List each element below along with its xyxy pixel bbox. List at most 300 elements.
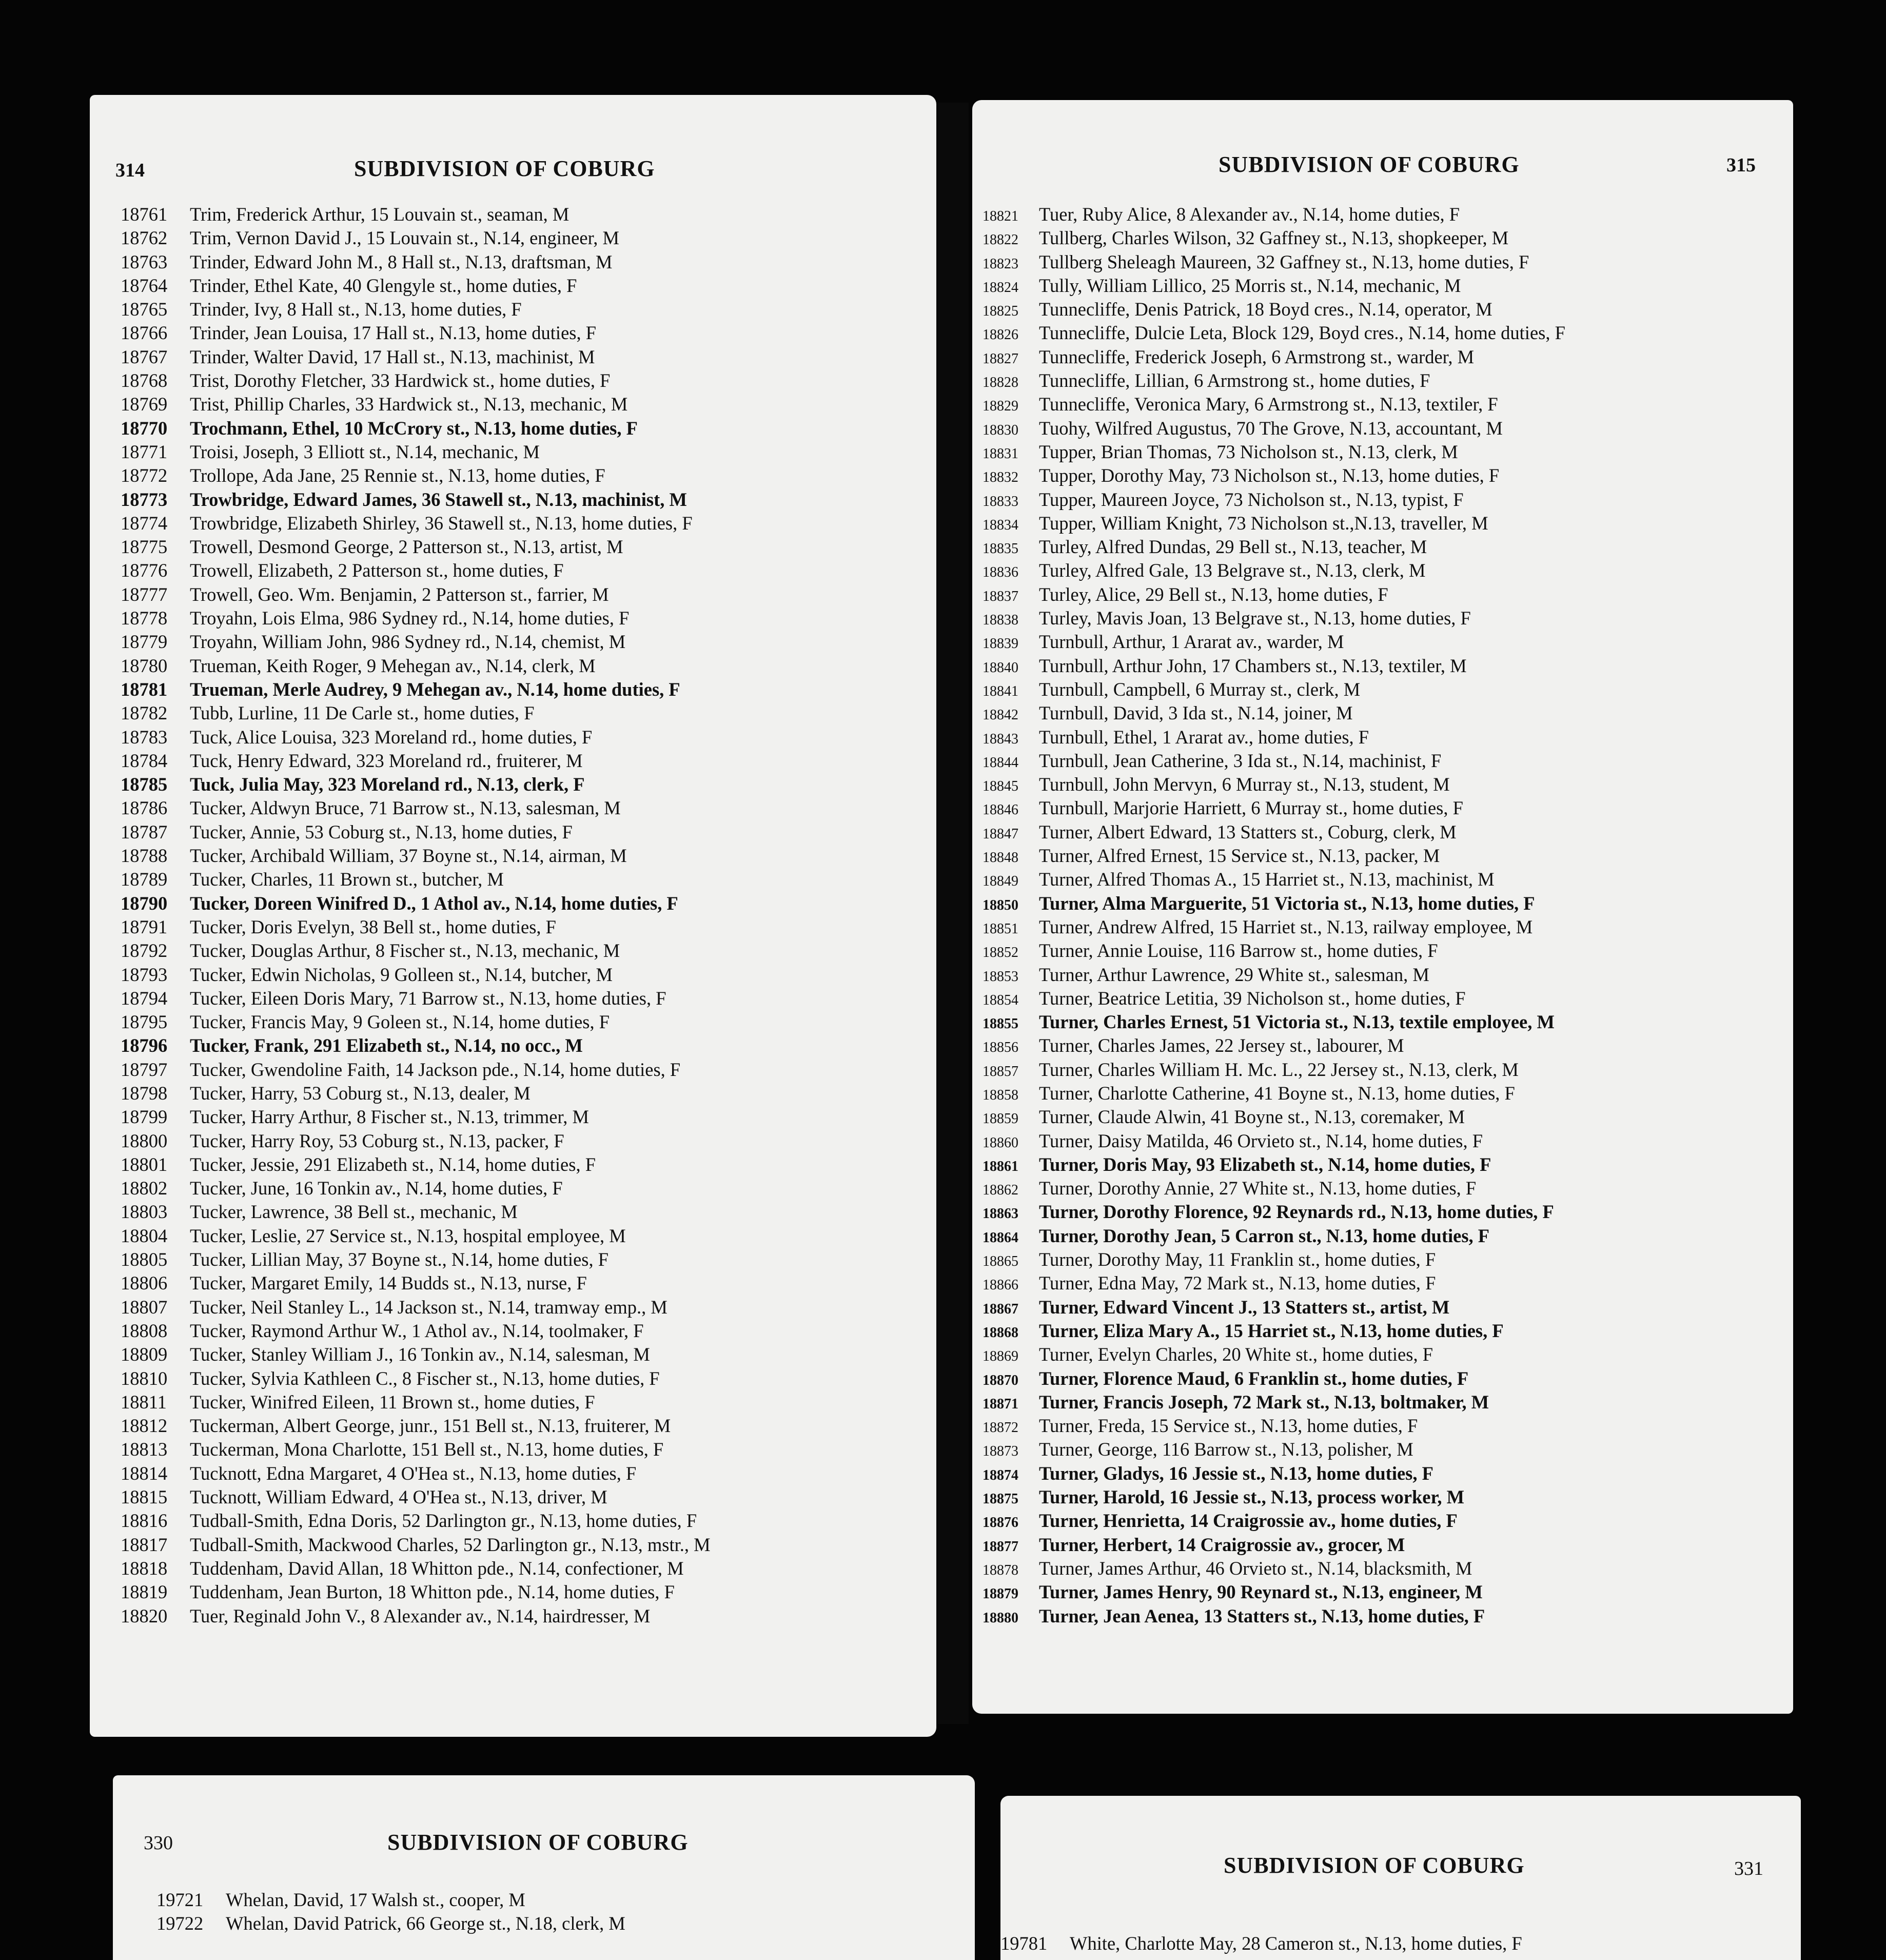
entry-number: 18816 xyxy=(121,1510,168,1532)
directory-entry xyxy=(121,1438,711,1461)
entry-number: 18850 xyxy=(983,897,1018,913)
directory-entry xyxy=(121,393,711,416)
entry-number: 18784 xyxy=(121,750,168,771)
directory-entry xyxy=(121,1580,711,1604)
page-number: 331 xyxy=(1734,1858,1763,1879)
entry-number: 18848 xyxy=(983,850,1018,866)
entry-text: Turley, Alfred Gale, 13 Belgrave st., N.13, clerk, M xyxy=(1039,560,1426,581)
directory-entry xyxy=(121,678,711,701)
page-number: 330 xyxy=(144,1832,173,1854)
entry-text: Tucker, Lawrence, 38 Bell st., mechanic, M xyxy=(190,1201,518,1223)
directory-entry xyxy=(1000,1932,1522,1955)
directory-entry xyxy=(983,796,1565,820)
directory-entry xyxy=(983,1153,1565,1177)
entry-number: 18840 xyxy=(983,659,1018,676)
entry-text: Tullberg, Charles Wilson, 32 Gaffney st., N.13, shopkeeper, M xyxy=(1039,227,1509,249)
entry-number: 18805 xyxy=(121,1249,168,1270)
directory-entry xyxy=(121,1058,711,1082)
entry-text: Tuddenham, David Allan, 18 Whitton pde., N.14, confectioner, M xyxy=(190,1557,684,1579)
entry-text: Tucker, Doris Evelyn, 38 Bell st., home duties, F xyxy=(190,916,556,937)
entry-text: Turner, Doris May, 93 Elizabeth st., N.14, home duties, F xyxy=(1039,1153,1491,1175)
directory-entry xyxy=(121,369,711,393)
entry-number: 18828 xyxy=(983,375,1018,391)
entry-text: Turner, Albert Edward, 13 Statters st., Coburg, clerk, M xyxy=(1039,821,1457,842)
entry-number: 18787 xyxy=(121,821,168,842)
directory-entry xyxy=(121,630,711,654)
entry-text: Trinder, Edward John M., 8 Hall st., N.13, draftsman, M xyxy=(190,251,613,272)
entry-text: Turner, Edward Vincent J., 13 Statters st., artist, M xyxy=(1039,1296,1450,1318)
directory-entry xyxy=(983,1200,1565,1224)
entry-text: Tuckerman, Mona Charlotte, 151 Bell st., N.13, home duties, F xyxy=(190,1439,664,1460)
entry-text: Trim, Frederick Arthur, 15 Louvain st., seaman, M xyxy=(190,204,569,225)
directory-entry xyxy=(121,274,711,298)
entry-text: Turner, Charles Ernest, 51 Victoria st., N.13, textile employee, M xyxy=(1039,1011,1555,1033)
directory-entry xyxy=(983,321,1565,345)
entry-number: 18844 xyxy=(983,754,1018,771)
entry-number: 18880 xyxy=(983,1610,1018,1626)
entry-number: 18772 xyxy=(121,465,168,486)
entry-number: 18776 xyxy=(121,560,168,581)
entry-number: 18778 xyxy=(121,607,168,629)
entry-text: Turner, Francis Joseph, 72 Mark st., N.13, boltmaker, M xyxy=(1039,1391,1489,1413)
directory-entry xyxy=(983,1604,1565,1628)
entry-text: Tuck, Henry Edward, 323 Moreland rd., fruiterer, M xyxy=(190,750,583,771)
directory-entry xyxy=(983,749,1565,773)
entry-number: 18845 xyxy=(983,778,1018,795)
entry-text: Tucker, Gwendoline Faith, 14 Jackson pde., N.14, home duties, F xyxy=(190,1059,681,1080)
directory-entry xyxy=(121,1367,711,1390)
entry-number: 18835 xyxy=(983,541,1018,557)
entry-text: Tucknott, William Edward, 4 O'Hea st., N.13, driver, M xyxy=(190,1486,607,1508)
entry-number: 18863 xyxy=(983,1206,1018,1222)
entry-number: 18833 xyxy=(983,493,1018,509)
entry-text: Tucker, Edwin Nicholas, 9 Golleen st., N.14, butcher, M xyxy=(190,964,613,985)
entry-number: 18861 xyxy=(983,1158,1018,1174)
entry-text: Tuck, Alice Louisa, 323 Moreland rd., home duties, F xyxy=(190,726,593,748)
entry-text: Tucker, Raymond Arthur W., 1 Athol av., N.14, toolmaker, F xyxy=(190,1320,644,1341)
entry-number: 18781 xyxy=(121,678,168,700)
directory-entry xyxy=(121,1200,711,1224)
entry-number: 18872 xyxy=(983,1420,1018,1436)
entry-text: Turner, Annie Louise, 116 Barrow st., home duties, F xyxy=(1039,940,1438,962)
entry-number: 18811 xyxy=(121,1391,167,1413)
entry-text: Trowell, Desmond George, 2 Patterson st., N.13, artist, M xyxy=(190,536,623,558)
entry-text: Trochmann, Ethel, 10 McCrory st., N.13, home duties, F xyxy=(190,417,638,439)
entry-number: 18860 xyxy=(983,1134,1018,1151)
entry-text: Troisi, Joseph, 3 Elliott st., N.14, mechanic, M xyxy=(190,441,540,462)
entry-text: Turner, James Arthur, 46 Orvieto st., N.14, blacksmith, M xyxy=(1039,1557,1472,1579)
entry-number: 18770 xyxy=(121,417,168,439)
entry-text: Turner, Alfred Thomas A., 15 Harriet st., N.13, machinist, M xyxy=(1039,869,1495,890)
entry-text: Trinder, Jean Louisa, 17 Hall st., N.13, home duties, F xyxy=(190,322,597,344)
directory-entry xyxy=(121,820,711,844)
directory-entry xyxy=(121,1271,711,1295)
entry-number: 18824 xyxy=(983,279,1018,296)
entry-number: 18801 xyxy=(121,1153,168,1175)
directory-entry xyxy=(983,1462,1565,1485)
entry-text: Tuckerman, Albert George, junr., 151 Bell st., N.13, fruiterer, M xyxy=(190,1415,671,1437)
directory-entry xyxy=(983,535,1565,559)
directory-entry xyxy=(121,796,711,820)
entry-text: Turner, Florence Maud, 6 Franklin st., home duties, F xyxy=(1039,1367,1469,1389)
entry-number: 18815 xyxy=(121,1486,168,1508)
entry-text: Tucker, June, 16 Tonkin av., N.14, home duties, F xyxy=(190,1178,563,1199)
directory-entry xyxy=(983,226,1565,250)
entry-number: 18798 xyxy=(121,1082,168,1104)
directory-entry xyxy=(121,1129,711,1153)
entry-number: 18782 xyxy=(121,702,168,724)
entry-number: 18796 xyxy=(121,1035,168,1056)
entry-number: 18841 xyxy=(983,683,1018,699)
entry-number: 18773 xyxy=(121,488,168,510)
entry-text: Tucker, Winifred Eileen, 11 Brown st., home duties, F xyxy=(190,1391,595,1413)
entry-text: Turner, Andrew Alfred, 15 Harriet st., N.13, railway employee, M xyxy=(1039,916,1533,937)
entry-number: 18785 xyxy=(121,774,168,795)
entry-text: Turner, Gladys, 16 Jessie st., N.13, home duties, F xyxy=(1039,1462,1433,1484)
entry-number: 18832 xyxy=(983,469,1018,486)
entry-text: Turnbull, Jean Catherine, 3 Ida st., N.14, machinist, F xyxy=(1039,750,1442,771)
entry-list xyxy=(156,1888,625,1936)
entry-text: Turner, Herbert, 14 Craigrossie av., grocer, M xyxy=(1039,1534,1405,1555)
entry-number: 18813 xyxy=(121,1439,168,1460)
entry-text: Turley, Mavis Joan, 13 Belgrave st., N.13, home duties, F xyxy=(1039,607,1471,629)
directory-entry xyxy=(983,987,1565,1010)
entry-number: 18786 xyxy=(121,797,168,819)
entry-text: Tucker, Annie, 53 Coburg st., N.13, home duties, F xyxy=(190,821,573,842)
entry-text: Trowell, Geo. Wm. Benjamin, 2 Patterson st., farrier, M xyxy=(190,583,609,605)
directory-entry xyxy=(983,1414,1565,1438)
entry-text: Tuck, Julia May, 323 Moreland rd., N.13, clerk, F xyxy=(190,774,585,795)
entry-text: Turner, Jean Aenea, 13 Statters st., N.13, home duties, F xyxy=(1039,1605,1485,1626)
directory-entry xyxy=(983,1533,1565,1557)
entry-text: Turner, George, 116 Barrow st., N.13, polisher, M xyxy=(1039,1439,1413,1460)
directory-entry xyxy=(983,868,1565,891)
entry-text: Tuohy, Wilfred Augustus, 70 The Grove, N.13, accountant, M xyxy=(1039,417,1503,439)
entry-text: Trinder, Ivy, 8 Hall st., N.13, home duties, F xyxy=(190,299,522,320)
entry-text: Tucker, Harry Arthur, 8 Fischer st., N.13, trimmer, M xyxy=(190,1106,589,1128)
entry-text: Turner, Charlotte Catherine, 41 Boyne st., N.13, home duties, F xyxy=(1039,1082,1515,1104)
directory-entry xyxy=(983,915,1565,939)
entry-text: Turley, Alice, 29 Bell st., N.13, home duties, F xyxy=(1039,583,1388,605)
entry-number: 18842 xyxy=(983,707,1018,723)
directory-entry xyxy=(121,1343,711,1366)
entry-text: Tunnecliffe, Veronica Mary, 6 Armstrong st., N.13, textiler, F xyxy=(1039,394,1498,415)
directory-entry xyxy=(121,1248,711,1271)
entry-number: 18791 xyxy=(121,916,168,937)
entry-number: 18820 xyxy=(121,1605,168,1626)
entry-number: 18806 xyxy=(121,1272,168,1294)
entry-text: Turley, Alfred Dundas, 29 Bell st., N.13, teacher, M xyxy=(1039,536,1427,558)
directory-entry xyxy=(121,417,711,440)
directory-entry xyxy=(121,559,711,582)
directory-entry xyxy=(983,1509,1565,1533)
entry-number: 18846 xyxy=(983,802,1018,818)
directory-entry xyxy=(983,512,1565,535)
directory-entry xyxy=(983,1224,1565,1248)
page-number: 315 xyxy=(1726,154,1756,176)
entry-number: 19722 xyxy=(156,1913,204,1934)
entry-text: Tucker, Doreen Winifred D., 1 Athol av., N.14, home duties, F xyxy=(190,892,678,914)
directory-entry xyxy=(983,963,1565,987)
entry-text: Tucker, Jessie, 291 Elizabeth st., N.14, home duties, F xyxy=(190,1153,596,1175)
entry-number: 18843 xyxy=(983,731,1018,747)
directory-entry xyxy=(121,892,711,915)
entry-number: 18857 xyxy=(983,1063,1018,1080)
entry-text: Tucker, Aldwyn Bruce, 71 Barrow st., N.13, salesman, M xyxy=(190,797,621,819)
entry-text: Tucknott, Edna Margaret, 4 O'Hea st., N.13, home duties, F xyxy=(190,1462,637,1484)
entry-text: Tunnecliffe, Lillian, 6 Armstrong st., home duties, F xyxy=(1039,370,1430,391)
directory-entry xyxy=(121,512,711,535)
entry-number: 18834 xyxy=(983,517,1018,533)
entry-text: Trowbridge, Elizabeth Shirley, 36 Stawell st., N.13, home duties, F xyxy=(190,512,693,534)
directory-entry xyxy=(983,1367,1565,1390)
directory-entry xyxy=(121,773,711,796)
directory-entry xyxy=(983,203,1565,226)
directory-entry xyxy=(983,1010,1565,1034)
directory-entry xyxy=(983,440,1565,464)
entry-number: 18812 xyxy=(121,1415,168,1437)
entry-text: Turner, Charles William H. Mc. L., 22 Jersey st., N.13, clerk, M xyxy=(1039,1059,1519,1080)
entry-text: Turnbull, Marjorie Harriett, 6 Murray st., home duties, F xyxy=(1039,797,1463,819)
entry-number: 18869 xyxy=(983,1348,1018,1365)
page-330 xyxy=(113,1775,975,1960)
entry-number: 18875 xyxy=(983,1491,1018,1507)
directory-entry xyxy=(983,773,1565,796)
entry-number: 18847 xyxy=(983,826,1018,842)
entry-text: Turner, Beatrice Letitia, 39 Nicholson st., home duties, F xyxy=(1039,987,1466,1009)
directory-entry xyxy=(121,1319,711,1343)
entry-text: Tunnecliffe, Frederick Joseph, 6 Armstrong st., warder, M xyxy=(1039,346,1475,367)
page-header: SUBDIVISION OF COBURG xyxy=(1224,1853,1525,1878)
directory-entry xyxy=(983,488,1565,512)
entry-text: Turner, Daisy Matilda, 46 Orvieto st., N.14, home duties, F xyxy=(1039,1130,1483,1151)
directory-entry xyxy=(983,606,1565,630)
entry-text: Turnbull, Arthur John, 17 Chambers st., N.13, textiler, M xyxy=(1039,655,1467,676)
directory-entry xyxy=(983,1390,1565,1414)
entry-text: Tullberg Sheleagh Maureen, 32 Gaffney st., N.13, home duties, F xyxy=(1039,251,1529,272)
entry-text: Tupper, William Knight, 73 Nicholson st.,N.13, traveller, M xyxy=(1039,512,1488,534)
entry-text: Turner, Charles James, 22 Jersey st., labourer, M xyxy=(1039,1035,1404,1056)
directory-entry xyxy=(121,1509,711,1533)
directory-entry xyxy=(983,1343,1565,1366)
entry-number: 18818 xyxy=(121,1557,168,1579)
directory-entry xyxy=(121,654,711,678)
entry-number: 18810 xyxy=(121,1367,168,1389)
entry-number: 18819 xyxy=(121,1581,168,1603)
directory-entry xyxy=(156,1888,625,1912)
entry-number: 18859 xyxy=(983,1111,1018,1127)
directory-entry xyxy=(983,654,1565,678)
page-header: SUBDIVISION OF COBURG xyxy=(1219,152,1520,177)
entry-number: 18790 xyxy=(121,892,168,914)
entry-text: Tucker, Harry Roy, 53 Coburg st., N.13, packer, F xyxy=(190,1130,564,1151)
directory-entry xyxy=(121,606,711,630)
directory-entry xyxy=(983,417,1565,440)
directory-entry xyxy=(983,678,1565,701)
entry-text: Turner, Alfred Ernest, 15 Service st., N.13, packer, M xyxy=(1039,845,1440,867)
entry-number: 18856 xyxy=(983,1040,1018,1056)
directory-entry xyxy=(983,1580,1565,1604)
directory-entry xyxy=(983,393,1565,416)
entry-number: 18808 xyxy=(121,1320,168,1341)
directory-entry xyxy=(983,559,1565,582)
directory-entry xyxy=(121,1414,711,1438)
entry-text: Turner, Harold, 16 Jessie st., N.13, process worker, M xyxy=(1039,1486,1465,1508)
entry-number: 18803 xyxy=(121,1201,168,1223)
entry-text: Trist, Phillip Charles, 33 Hardwick st., N.13, mechanic, M xyxy=(190,394,628,415)
entry-number: 19721 xyxy=(156,1889,204,1910)
directory-entry xyxy=(121,1296,711,1319)
entry-number: 18868 xyxy=(983,1324,1018,1341)
entry-number: 18762 xyxy=(121,227,168,249)
entry-text: Turner, Alma Marguerite, 51 Victoria st., N.13, home duties, F xyxy=(1039,892,1535,914)
entry-text: Tunnecliffe, Denis Patrick, 18 Boyd cres., N.14, operator, M xyxy=(1039,299,1492,320)
directory-entry xyxy=(121,1105,711,1129)
directory-entry xyxy=(983,1319,1565,1343)
directory-entry xyxy=(121,1485,711,1509)
entry-text: Whelan, David, 17 Walsh st., cooper, M xyxy=(226,1889,525,1910)
directory-entry xyxy=(121,440,711,464)
entry-text: Turner, Edna May, 72 Mark st., N.13, home duties, F xyxy=(1039,1272,1436,1294)
entry-number: 18830 xyxy=(983,422,1018,438)
page-number: 314 xyxy=(115,160,145,181)
entry-text: Tucker, Frank, 291 Elizabeth st., N.14, no occ., M xyxy=(190,1035,583,1056)
entry-number: 18826 xyxy=(983,327,1018,343)
entry-text: Tucker, Neil Stanley L., 14 Jackson st., N.14, tramway emp., M xyxy=(190,1296,667,1318)
directory-entry xyxy=(121,1034,711,1057)
entry-text: Turner, Dorothy Florence, 92 Reynards rd., N.13, home duties, F xyxy=(1039,1201,1554,1223)
entry-number: 18793 xyxy=(121,964,168,985)
entry-number: 18800 xyxy=(121,1130,168,1151)
entry-number: 18804 xyxy=(121,1225,168,1246)
entry-number: 18878 xyxy=(983,1562,1018,1578)
entry-text: Tucker, Leslie, 27 Service st., N.13, hospital employee, M xyxy=(190,1225,626,1246)
entry-text: Tully, William Lillico, 25 Morris st., N.14, mechanic, M xyxy=(1039,275,1461,296)
entry-number: 18797 xyxy=(121,1059,168,1080)
entry-number: 18771 xyxy=(121,441,168,462)
directory-entry xyxy=(121,464,711,487)
directory-entry xyxy=(121,226,711,250)
entry-number: 18853 xyxy=(983,968,1018,985)
directory-entry xyxy=(983,939,1565,963)
directory-entry xyxy=(983,274,1565,298)
entry-list xyxy=(121,203,711,1628)
entry-text: Turner, Arthur Lawrence, 29 White st., salesman, M xyxy=(1039,964,1429,985)
entry-text: Tucker, Archibald William, 37 Boyne st., N.14, airman, M xyxy=(190,845,627,867)
entry-text: Tudball-Smith, Edna Doris, 52 Darlington gr., N.13, home duties, F xyxy=(190,1510,697,1532)
entry-number: 18821 xyxy=(983,208,1018,224)
entry-text: Turner, Eliza Mary A., 15 Harriet st., N.13, home duties, F xyxy=(1039,1320,1504,1341)
entry-number: 18779 xyxy=(121,631,168,653)
directory-entry xyxy=(121,915,711,939)
directory-entry xyxy=(983,1105,1565,1129)
directory-entry xyxy=(121,1082,711,1105)
directory-entry xyxy=(121,345,711,369)
entry-number: 18817 xyxy=(121,1534,168,1555)
entry-text: Troyahn, Lois Elma, 986 Sydney rd., N.14, home duties, F xyxy=(190,607,630,629)
entry-number: 18825 xyxy=(983,303,1018,320)
entry-text: White, Charlotte May, 28 Cameron st., N.13, home duties, F xyxy=(1070,1933,1522,1954)
directory-entry xyxy=(121,939,711,963)
entry-text: Tupper, Dorothy May, 73 Nicholson st., N.13, home duties, F xyxy=(1039,465,1500,486)
entry-number: 18794 xyxy=(121,987,168,1009)
entry-text: Turner, Evelyn Charles, 20 White st., home duties, F xyxy=(1039,1344,1433,1365)
entry-text: Tunnecliffe, Dulcie Leta, Block 129, Boyd cres., N.14, home duties, F xyxy=(1039,322,1565,344)
directory-entry xyxy=(121,1604,711,1628)
entry-number: 18831 xyxy=(983,445,1018,462)
entry-text: Trueman, Keith Roger, 9 Mehegan av., N.14, clerk, M xyxy=(190,655,596,676)
directory-entry xyxy=(983,1438,1565,1461)
entry-number: 18866 xyxy=(983,1277,1018,1293)
entry-number: 18837 xyxy=(983,588,1018,604)
directory-entry xyxy=(983,1248,1565,1271)
directory-entry xyxy=(983,1058,1565,1082)
entry-text: Turnbull, Ethel, 1 Ararat av., home duties, F xyxy=(1039,726,1369,748)
entry-text: Troyahn, William John, 986 Sydney rd., N.14, chemist, M xyxy=(190,631,626,653)
entry-number: 18867 xyxy=(983,1301,1018,1317)
entry-number: 18836 xyxy=(983,564,1018,581)
directory-entry xyxy=(121,250,711,274)
entry-number: 18795 xyxy=(121,1011,168,1033)
directory-entry xyxy=(121,488,711,512)
entry-number: 18775 xyxy=(121,536,168,558)
entry-number: 18769 xyxy=(121,394,168,415)
directory-entry xyxy=(983,892,1565,915)
entry-number: 18877 xyxy=(983,1538,1018,1555)
entry-number: 18838 xyxy=(983,612,1018,629)
directory-entry xyxy=(121,1224,711,1248)
entry-text: Tucker, Charles, 11 Brown st., butcher, M xyxy=(190,869,504,890)
entry-text: Tucker, Harry, 53 Coburg st., N.13, dealer, M xyxy=(190,1082,531,1104)
entry-number: 18807 xyxy=(121,1296,168,1318)
entry-text: Turner, Freda, 15 Service st., N.13, home duties, F xyxy=(1039,1415,1418,1437)
directory-entry xyxy=(121,1462,711,1485)
entry-number: 18862 xyxy=(983,1182,1018,1199)
entry-number: 18858 xyxy=(983,1087,1018,1103)
entry-text: Trowell, Elizabeth, 2 Patterson st., home duties, F xyxy=(190,560,564,581)
entry-number: 18851 xyxy=(983,920,1018,937)
directory-entry xyxy=(983,1296,1565,1319)
entry-number: 18763 xyxy=(121,251,168,272)
entry-number: 18780 xyxy=(121,655,168,676)
directory-entry xyxy=(983,630,1565,654)
directory-entry xyxy=(983,820,1565,844)
entry-number: 18849 xyxy=(983,873,1018,890)
directory-entry xyxy=(121,583,711,606)
entry-text: Turner, Dorothy Annie, 27 White st., N.13, home duties, F xyxy=(1039,1178,1477,1199)
entry-number: 18829 xyxy=(983,398,1018,415)
directory-entry xyxy=(983,844,1565,868)
directory-entry xyxy=(121,298,711,321)
entry-text: Trinder, Ethel Kate, 40 Glengyle st., home duties, F xyxy=(190,275,577,296)
entry-number: 18788 xyxy=(121,845,168,867)
entry-text: Turnbull, Campbell, 6 Murray st., clerk, M xyxy=(1039,678,1361,700)
directory-entry xyxy=(121,1533,711,1557)
entry-text: Turnbull, David, 3 Ida st., N.14, joiner, M xyxy=(1039,702,1353,724)
entry-text: Tucker, Eileen Doris Mary, 71 Barrow st., N.13, home duties, F xyxy=(190,987,666,1009)
directory-entry xyxy=(983,369,1565,393)
directory-entry xyxy=(121,535,711,559)
entry-text: Trist, Dorothy Fletcher, 33 Hardwick st., home duties, F xyxy=(190,370,611,391)
entry-text: Trollope, Ada Jane, 25 Rennie st., N.13, home duties, F xyxy=(190,465,605,486)
directory-entry xyxy=(983,298,1565,321)
directory-entry xyxy=(983,1034,1565,1057)
entry-text: Turner, Claude Alwin, 41 Boyne st., N.13, coremaker, M xyxy=(1039,1106,1465,1128)
entry-text: Trowbridge, Edward James, 36 Stawell st., N.13, machinist, M xyxy=(190,488,687,510)
entry-number: 18792 xyxy=(121,940,168,962)
entry-number: 18879 xyxy=(983,1586,1018,1602)
directory-entry xyxy=(121,844,711,868)
